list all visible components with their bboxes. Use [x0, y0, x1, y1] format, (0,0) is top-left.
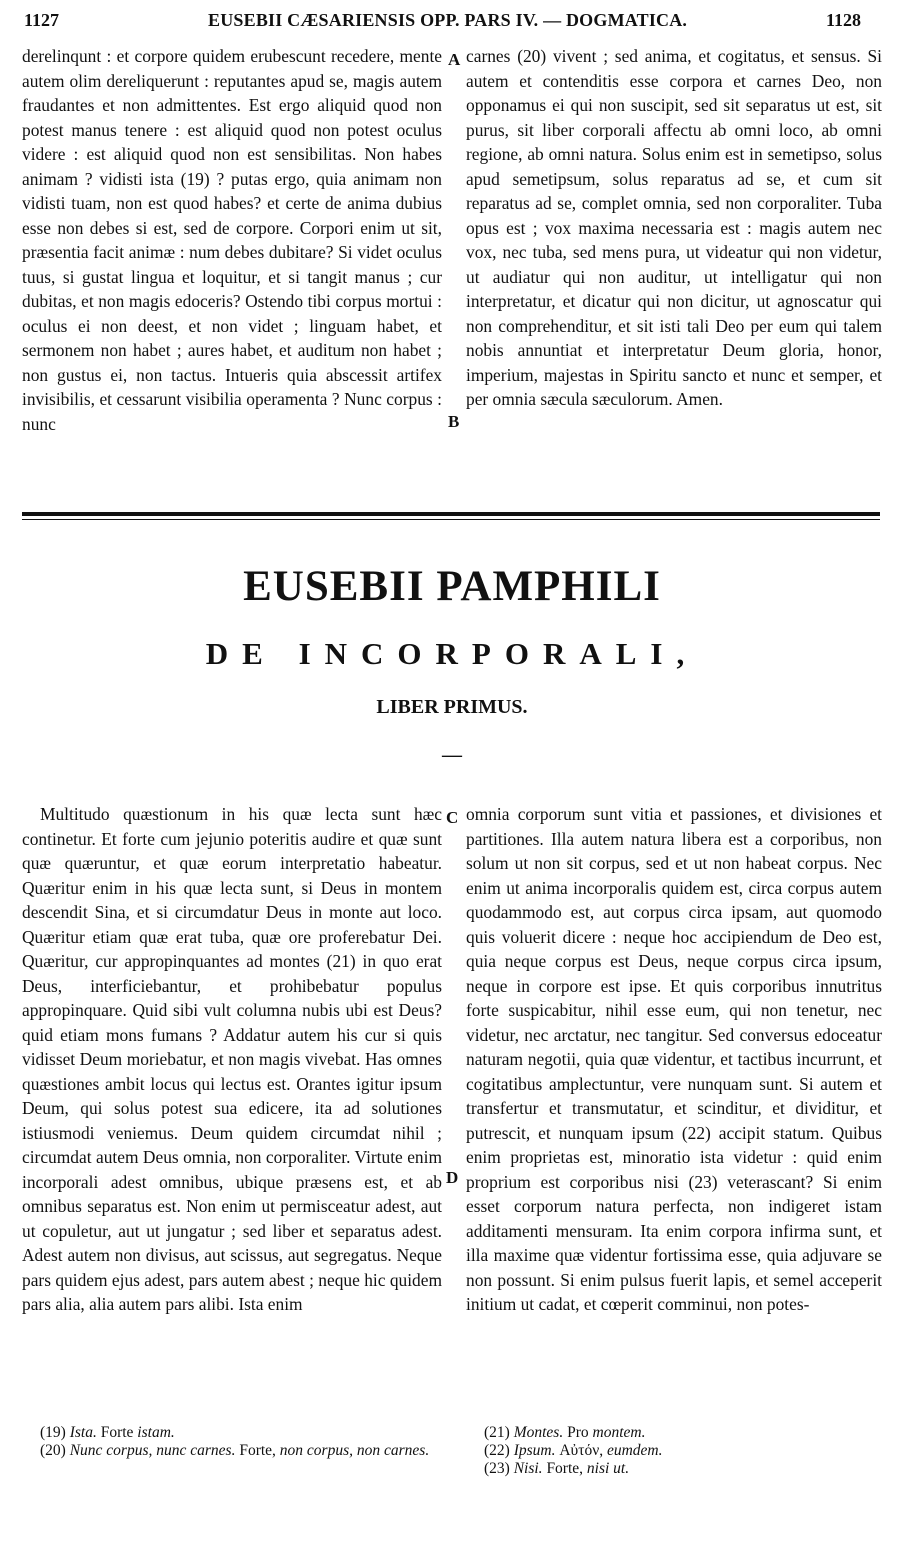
body-right-text: omnia corporum sunt vitia et passiones, et divisiones et partitiones. Illa autem natura libera est a corporibus, non solum ut non sit corpus, sed et ut non habeat corpus. Nec enim ut anima incorporalis quidem est, circa corpus autem quodammodo est, aut corpus circa ipsam, aut quomodo quis voluerit dicere : neque hoc accipiendum de Deo est, quia neque corpus est Deus, neque corpus circa ipsum, neque in corpore est ipse. Et quis corporibus innutritus forte suspicabitur, nihil esse eum, qui non tenetur, nec videtur, nec arctatur, nec tangitur. Sed conversus edoceatur naturam negotii, quia quæ videntur, et tactibus incurrunt, et cogitatibus amplectuntur, vere nunquam sunt. Si autem et transfertur et transmutatur, et scinditur, et dividitur, et putrescit, et nunquam ipsum (22) accipit statum. Quibus enim proprietas est, minoratio ista videtur : quid enim proprium est corporibus nisi (23) veterascant? Si enim esset corporum natura perfecta, non indigeret istam additamenti mensuram. Ita enim corpora infirma sunt, et illa maxime quæ videntur fortissima esse, quia adjuvare se non possunt. Si enim pulsus fuerit lapis, et semel acceperit initium ut cadat, et cœperit comminui, non potes-	[466, 804, 882, 1314]
margin-marker-c: C	[446, 808, 459, 827]
footnote-19	[40, 1424, 444, 1442]
book-title: LIBER PRIMUS.	[376, 696, 528, 718]
body-left-column	[22, 802, 442, 1317]
footnote-23	[484, 1460, 884, 1478]
top-left-column	[22, 44, 442, 436]
footnote-number: (22)	[484, 1442, 510, 1459]
footnote-number: (20)	[40, 1442, 66, 1459]
footnote-text: Αὐτόν,	[559, 1442, 604, 1459]
footnote-number: (19)	[40, 1424, 66, 1441]
body-right-column	[466, 802, 882, 1317]
work-title: EUSEBII PAMPHILI	[243, 563, 661, 610]
footnote-lemma: Ipsum.	[513, 1442, 556, 1459]
footnote-text: Forte,	[239, 1442, 276, 1459]
footnote-lemma: Ista.	[69, 1424, 97, 1441]
body-left-text: Multitudo quæstionum in his quæ lecta sunt hæc continetur. Et forte cum jejunio poteritis audire et quæ sunt quæ quæruntur, et quæ eorum interpretatio habeatur. Quæritur enim in his quæ lecta sunt, si Deus in montem descendit Sina, et si circumdatur Deus in monte aut loco. Quæritur etiam quæ erat tuba, quæ ore proferebatur Dei. Quæritur, cur appropinquantes ad montes (21) in quo erat Deus, interficiebantur, et prohibebatur populus appropinquare. Quid sibi vult columna nubis ubi est Deus? quid etiam mons fumans ? Addatur autem his cur si quis vidisset Deum moriebatur, et non magis vivebat. Has omnes quæstiones ambit locus qui lectus est. Orantes igitur ipsum Deum, qui solus potest sua edicere, ita ad solutiones istiusmodi veniemus. Deum quidem circumdat nihil ; circumdat autem Deus omnia, non corporaliter. Virtute enim incorporali adest omnibus, ubique præsens est, et ab omnibus separatus est. Non enim ut permisceatur adest, aut ut copuletur, aut ut jungatur ; sed liber et separatus adest. Adest autem non divisus, aut scissus, aut segregatus. Neque pars quidem ejus adest, pars autem abest ; neque hic quidem pars alia, alia autem pars alibi. Ista enim	[22, 804, 442, 1314]
section-rule-thin	[22, 519, 880, 520]
top-left-text: derelinqunt : et corpore quidem erubescunt recedere, mente autem olim dereliquerunt : reputantes apud se, magis autem fraudantes et non admittentes. Est ergo aliquid quod non potest manus tenere : est aliquid quod non potest oculus videre : est aliquid quod non est sensibilitas. Non habes animam ? vidisti ista (19) ? putas ergo, quia animam non vidisti tuam, non est quod habes? et certe de anima dubius esse non debes si est, sed de corpore. Corpori enim ut sit, præsentia facit animæ : num debes dubitare? Si videt oculus tuus, si gustat lingua et loquitur, et si tangit manus ; cur dubitas, et non magis edoceris? Ostendo tibi corpus mortui : oculus ei non deest, et non videt ; linguam habet, et sermonem non habet ; aures habet, et auditum non habet ; non gustus ei, non tactus. Intueris quia abscessit artifex invisibilis, et cessarunt visibilia operamenta ? Nunc corpus : nunc	[22, 46, 442, 434]
footnote-lemma: Montes.	[513, 1424, 564, 1441]
margin-marker-b: B	[448, 412, 460, 431]
footnote-emphasis: non corpus, non carnes.	[279, 1442, 430, 1459]
footnote-emphasis: nisi ut.	[586, 1460, 630, 1477]
footnote-number: (23)	[484, 1460, 510, 1477]
top-right-text: carnes (20) vivent ; sed anima, et cogitatus, et sensus. Si autem et contenditis esse corpora et carnes Deo, non opponamus ei qui non suscipit, sed sit separatus ut est, sit purus, sit liber corporali affectu ab omni loco, ab omni regione, ab omni natura. Solus enim est in semetipso, solus apud semetipsum, solus reparatus ad se, et cum sit reparatus ad se, complet omnia, sed non corporaliter. Tuba opus est ; vox maxima necessaria est : magis autem nec vox, nec tuba, sed mens pura, ut videatur qui non videtur, ut audiatur qui non auditur, ut intelligatur qui non interpretatur, et dicatur qui non dicitur, ut agnoscatur qui non comprehenditur, et sit isti tali Deo per eum qui talem nobis annuntiat et interpretatur Deum gloria, honor, imperium, majestas in Spiritu sancto et nunc et semper, et per omnia sæcula sæculorum. Amen.	[466, 46, 882, 409]
margin-marker-a: A	[448, 50, 461, 69]
footnote-text: Forte	[100, 1424, 134, 1441]
page-number-left: 1127	[24, 10, 60, 30]
title-dash: —	[442, 744, 462, 766]
footnote-emphasis: montem.	[592, 1424, 646, 1441]
section-rule-thick	[22, 512, 880, 516]
footnote-20	[40, 1442, 444, 1460]
work-subtitle: DE INCORPORALI,	[205, 636, 699, 671]
margin-marker-d: D	[446, 1168, 459, 1187]
footnote-22	[484, 1442, 884, 1460]
running-header	[0, 10, 904, 36]
footnote-emphasis: eumdem.	[606, 1442, 663, 1459]
footnotes-right	[484, 1424, 884, 1478]
footnote-emphasis: istam.	[137, 1424, 175, 1441]
footnote-text: Pro	[567, 1424, 589, 1441]
footnote-text: Forte,	[546, 1460, 584, 1477]
page-number-right: 1128	[826, 10, 862, 30]
footnote-lemma: Nunc corpus, nunc carnes.	[69, 1442, 236, 1459]
running-title: EUSEBII CÆSARIENSIS OPP. PARS IV. — DOGMATICA.	[208, 10, 688, 30]
footnote-lemma: Nisi.	[513, 1460, 543, 1477]
footnote-number: (21)	[484, 1424, 510, 1441]
footnotes-left	[40, 1424, 444, 1460]
top-right-column	[466, 44, 882, 412]
footnote-21	[484, 1424, 884, 1442]
